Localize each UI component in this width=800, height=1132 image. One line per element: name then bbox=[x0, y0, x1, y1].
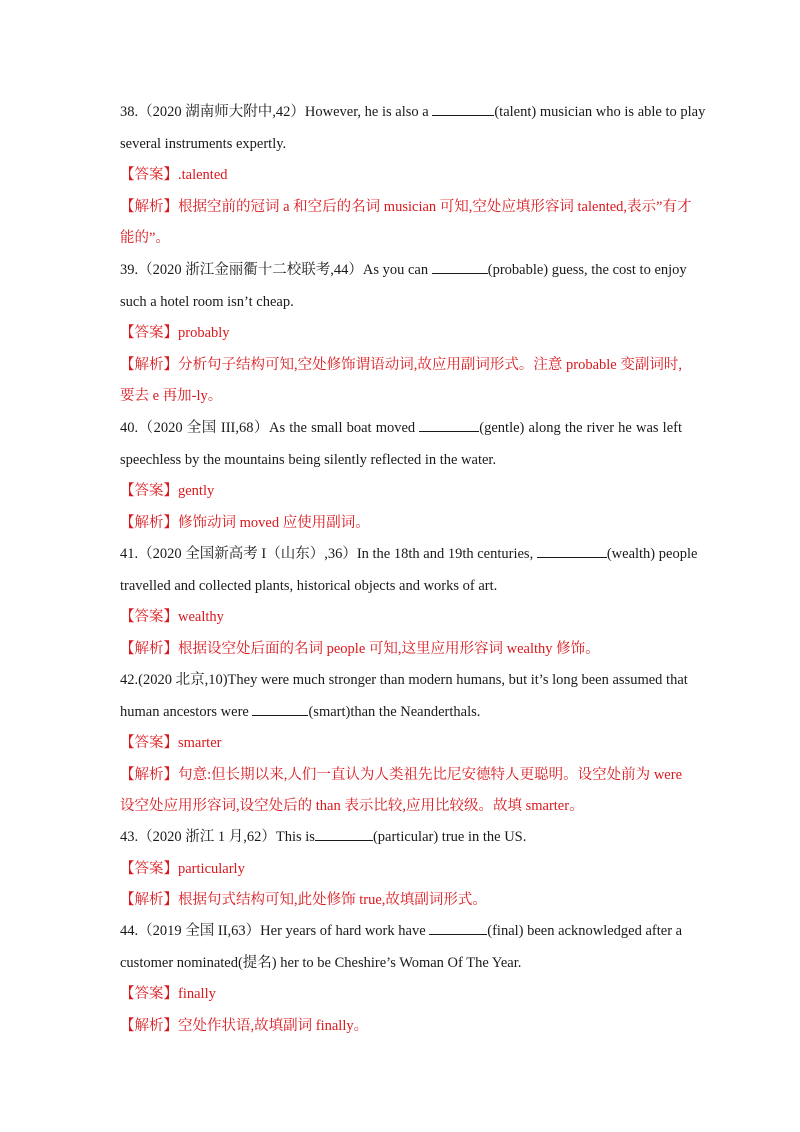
question-text: 41.（2020 全国新高考 I（山东）,36）In the 18th and 19th centuries, (wealth) people bbox=[120, 546, 698, 562]
answer-blank bbox=[537, 545, 607, 558]
answer-blank bbox=[429, 922, 487, 935]
question-44 bbox=[120, 916, 682, 1042]
answer-blank bbox=[432, 261, 488, 274]
question-text: several instruments expertly. bbox=[120, 135, 287, 152]
answer: 【答案】gently bbox=[120, 483, 215, 499]
answer-blank bbox=[419, 419, 479, 432]
question-text: 44.（2019 全国 II,63）Her years of hard work have (final) been acknowledged after a bbox=[120, 923, 683, 939]
answer: 【答案】particularly bbox=[120, 860, 245, 877]
question-text: 42.(2020 北京,10)They were much stronger than modern humans, but it’s long been assumed that bbox=[120, 672, 688, 688]
question-text: travelled and collected plants, historical objects and works of art. bbox=[120, 577, 498, 594]
analysis: 【解析】根据设空处后面的名词 people 可知,这里应用形容词 wealthy 修饰。 bbox=[120, 640, 600, 657]
question-43 bbox=[120, 822, 682, 917]
question-41 bbox=[120, 539, 698, 665]
answer: 【答案】finally bbox=[120, 986, 216, 1002]
question-text: 38.（2020 湖南师大附中,42）However, he is also a (talent) musician who is able to play bbox=[120, 104, 706, 120]
analysis: 【解析】修饰动词 moved 应使用副词。 bbox=[120, 514, 370, 531]
question-text: such a hotel room isn’t cheap. bbox=[120, 293, 294, 310]
answer: 【答案】.talented bbox=[120, 167, 228, 183]
question-text: human ancestors were (smart)than the Neanderthals. bbox=[120, 703, 481, 720]
analysis: 【解析】根据句式结构可知,此处修饰 true,故填副词形式。 bbox=[120, 892, 487, 908]
answer: 【答案】wealthy bbox=[120, 609, 224, 625]
question-text: 40.（2020 全国 III,68）As the small boat moved (gentle) along the river he was left bbox=[120, 420, 682, 436]
analysis: 【解析】分析句子结构可知,空处修饰谓语动词,故应用副词形式。注意 probable 变副词时, 要去 e 再加-ly。 bbox=[120, 356, 682, 404]
answer: 【答案】smarter bbox=[120, 735, 222, 751]
question-38 bbox=[120, 97, 706, 255]
answer-blank bbox=[315, 828, 373, 841]
question-text: 39.（2020 浙江金丽衢十二校联考,44）As you can (probable) guess, the cost to enjoy bbox=[120, 262, 687, 278]
analysis: 【解析】空处作状语,故填副词 finally。 bbox=[120, 1017, 369, 1034]
analysis: 【解析】句意:但长期以来,人们一直认为人类祖先比尼安德特人更聪明。设空处前为 were 设空处应用形容词,设空处后的 than 表示比较,应用比较级。故填 smarter。 bbox=[120, 766, 683, 814]
question-text: speechless by the mountains being silently reflected in the water. bbox=[120, 451, 497, 468]
answer: 【答案】probably bbox=[120, 325, 230, 341]
question-42 bbox=[120, 665, 688, 823]
question-40 bbox=[120, 413, 682, 539]
answer-blank bbox=[252, 703, 308, 716]
analysis: 【解析】根据空前的冠词 a 和空后的名词 musician 可知,空处应填形容词 talented,表示”有才 能的”。 bbox=[120, 198, 692, 246]
question-text: 43.（2020 浙江 1 月,62）This is (particular) true in the US. bbox=[120, 829, 527, 845]
answer-blank bbox=[432, 103, 494, 116]
question-39 bbox=[120, 255, 687, 413]
question-text: customer nominated(提名) her to be Cheshire’s Woman Of The Year. bbox=[120, 954, 522, 971]
